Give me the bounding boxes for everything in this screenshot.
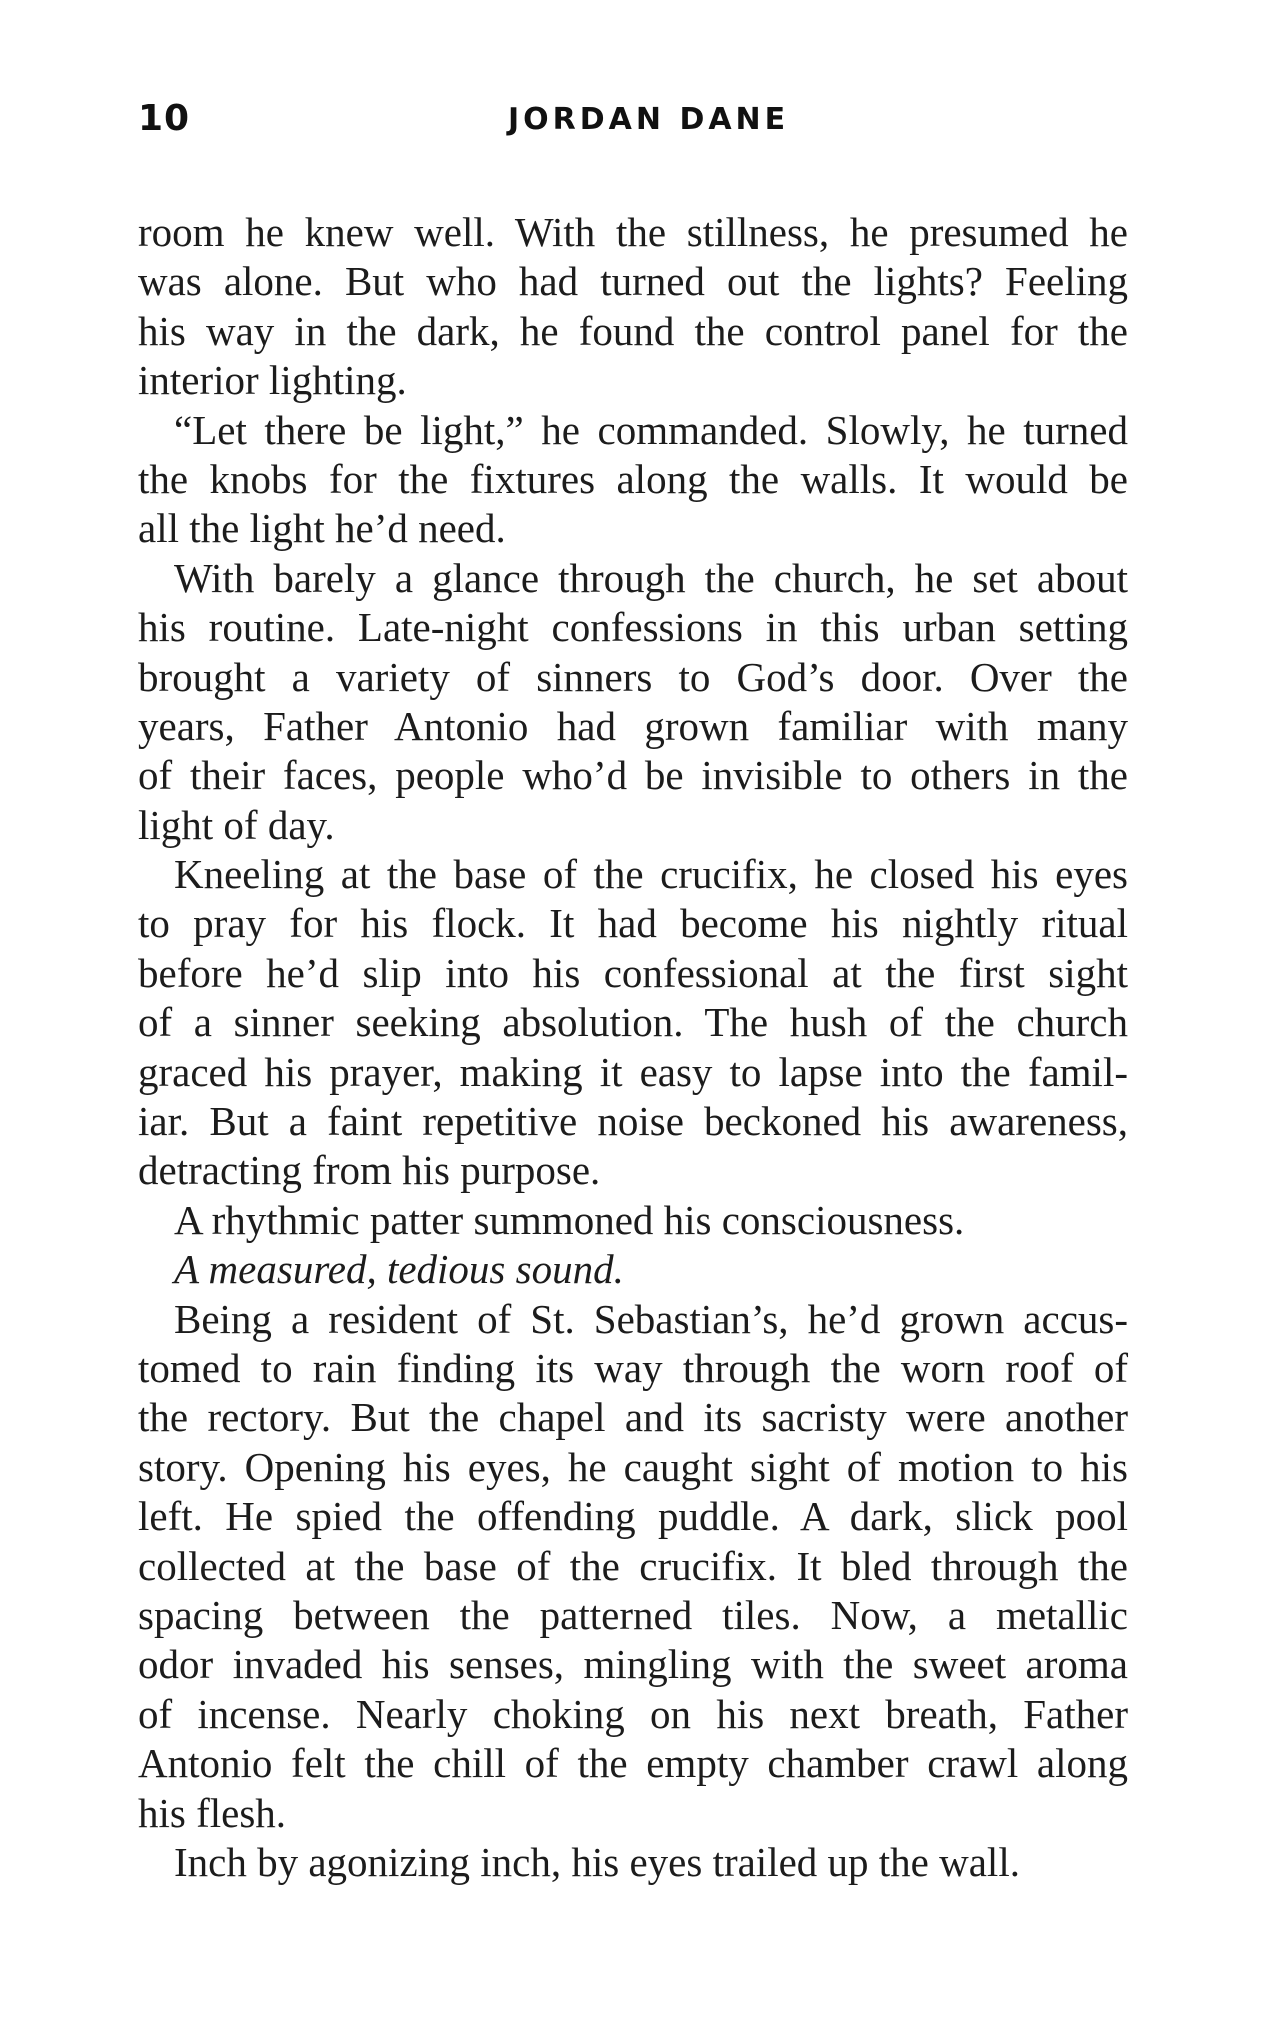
text-line: graced his prayer, making it easy to lapse into the famil-	[138, 1048, 1128, 1095]
text-line: his routine. Late-night confessions in this urban setting	[138, 604, 1128, 651]
text-line: before he’d slip into his confessional at the first sight	[138, 949, 1128, 996]
text-line: his way in the dark, he found the control panel for the	[138, 307, 1128, 354]
text-line: of a sinner seeking absolution. The hush of the church	[138, 999, 1128, 1046]
text-line: story. Opening his eyes, he caught sight of motion to his	[138, 1443, 1128, 1490]
text-line: to pray for his flock. It had become his nightly ritual	[138, 900, 1128, 947]
text-line: room he knew well. With the stillness, he presumed he	[138, 209, 1128, 255]
text-line: odor invaded his senses, mingling with the sweet aroma	[138, 1641, 1128, 1688]
running-head	[138, 98, 1128, 158]
text-line: detracting from his purpose.	[138, 1147, 601, 1194]
text-line: the rectory. But the chapel and its sacristy were another	[138, 1394, 1128, 1441]
text-line: the knobs for the fixtures along the walls. It would be	[138, 455, 1128, 502]
text-line: Being a resident of St. Sebastian’s, he’d grown accus-	[174, 1295, 1128, 1342]
text-line: his flesh.	[138, 1789, 287, 1836]
text-line: light of day.	[138, 801, 335, 848]
text-line: was alone. But who had turned out the lights? Feeling	[138, 258, 1128, 305]
text-line: years, Father Antonio had grown familiar with many	[138, 702, 1128, 749]
text-line: Antonio felt the chill of the empty chamber crawl along	[138, 1740, 1128, 1787]
text-line: interior lighting.	[138, 357, 407, 404]
text-line: “Let there be light,” he commanded. Slowly, he turned	[174, 406, 1128, 453]
text-line: tomed to rain finding its way through the worn roof of	[138, 1344, 1128, 1391]
text-line: collected at the base of the crucifix. It bled through the	[138, 1542, 1128, 1589]
text-line: brought a variety of sinners to God’s door. Over the	[138, 653, 1128, 700]
text-line: Kneeling at the base of the crucifix, he closed his eyes	[174, 851, 1128, 898]
text-line: Inch by agonizing inch, his eyes trailed up the wall.	[174, 1838, 1020, 1885]
text-line: left. He spied the offending puddle. A dark, slick pool	[138, 1493, 1128, 1540]
author-name: JORDAN DANE	[508, 102, 790, 137]
body-text	[138, 208, 1128, 1887]
text-line: of their faces, people who’d be invisible to others in the	[138, 752, 1128, 799]
text-line: With barely a glance through the church, he set about	[174, 554, 1128, 601]
italic-text-line: A measured, tedious sound.	[174, 1246, 624, 1293]
text-line: A rhythmic patter summoned his consciousness.	[174, 1196, 965, 1243]
text-line: spacing between the patterned tiles. Now, a metallic	[138, 1591, 1128, 1638]
text-line: iar. But a faint repetitive noise beckoned his awareness,	[138, 1098, 1128, 1145]
text-line: of incense. Nearly choking on his next breath, Father	[138, 1690, 1128, 1737]
text-line: all the light he’d need.	[138, 505, 506, 552]
page-number: 10	[138, 98, 191, 139]
